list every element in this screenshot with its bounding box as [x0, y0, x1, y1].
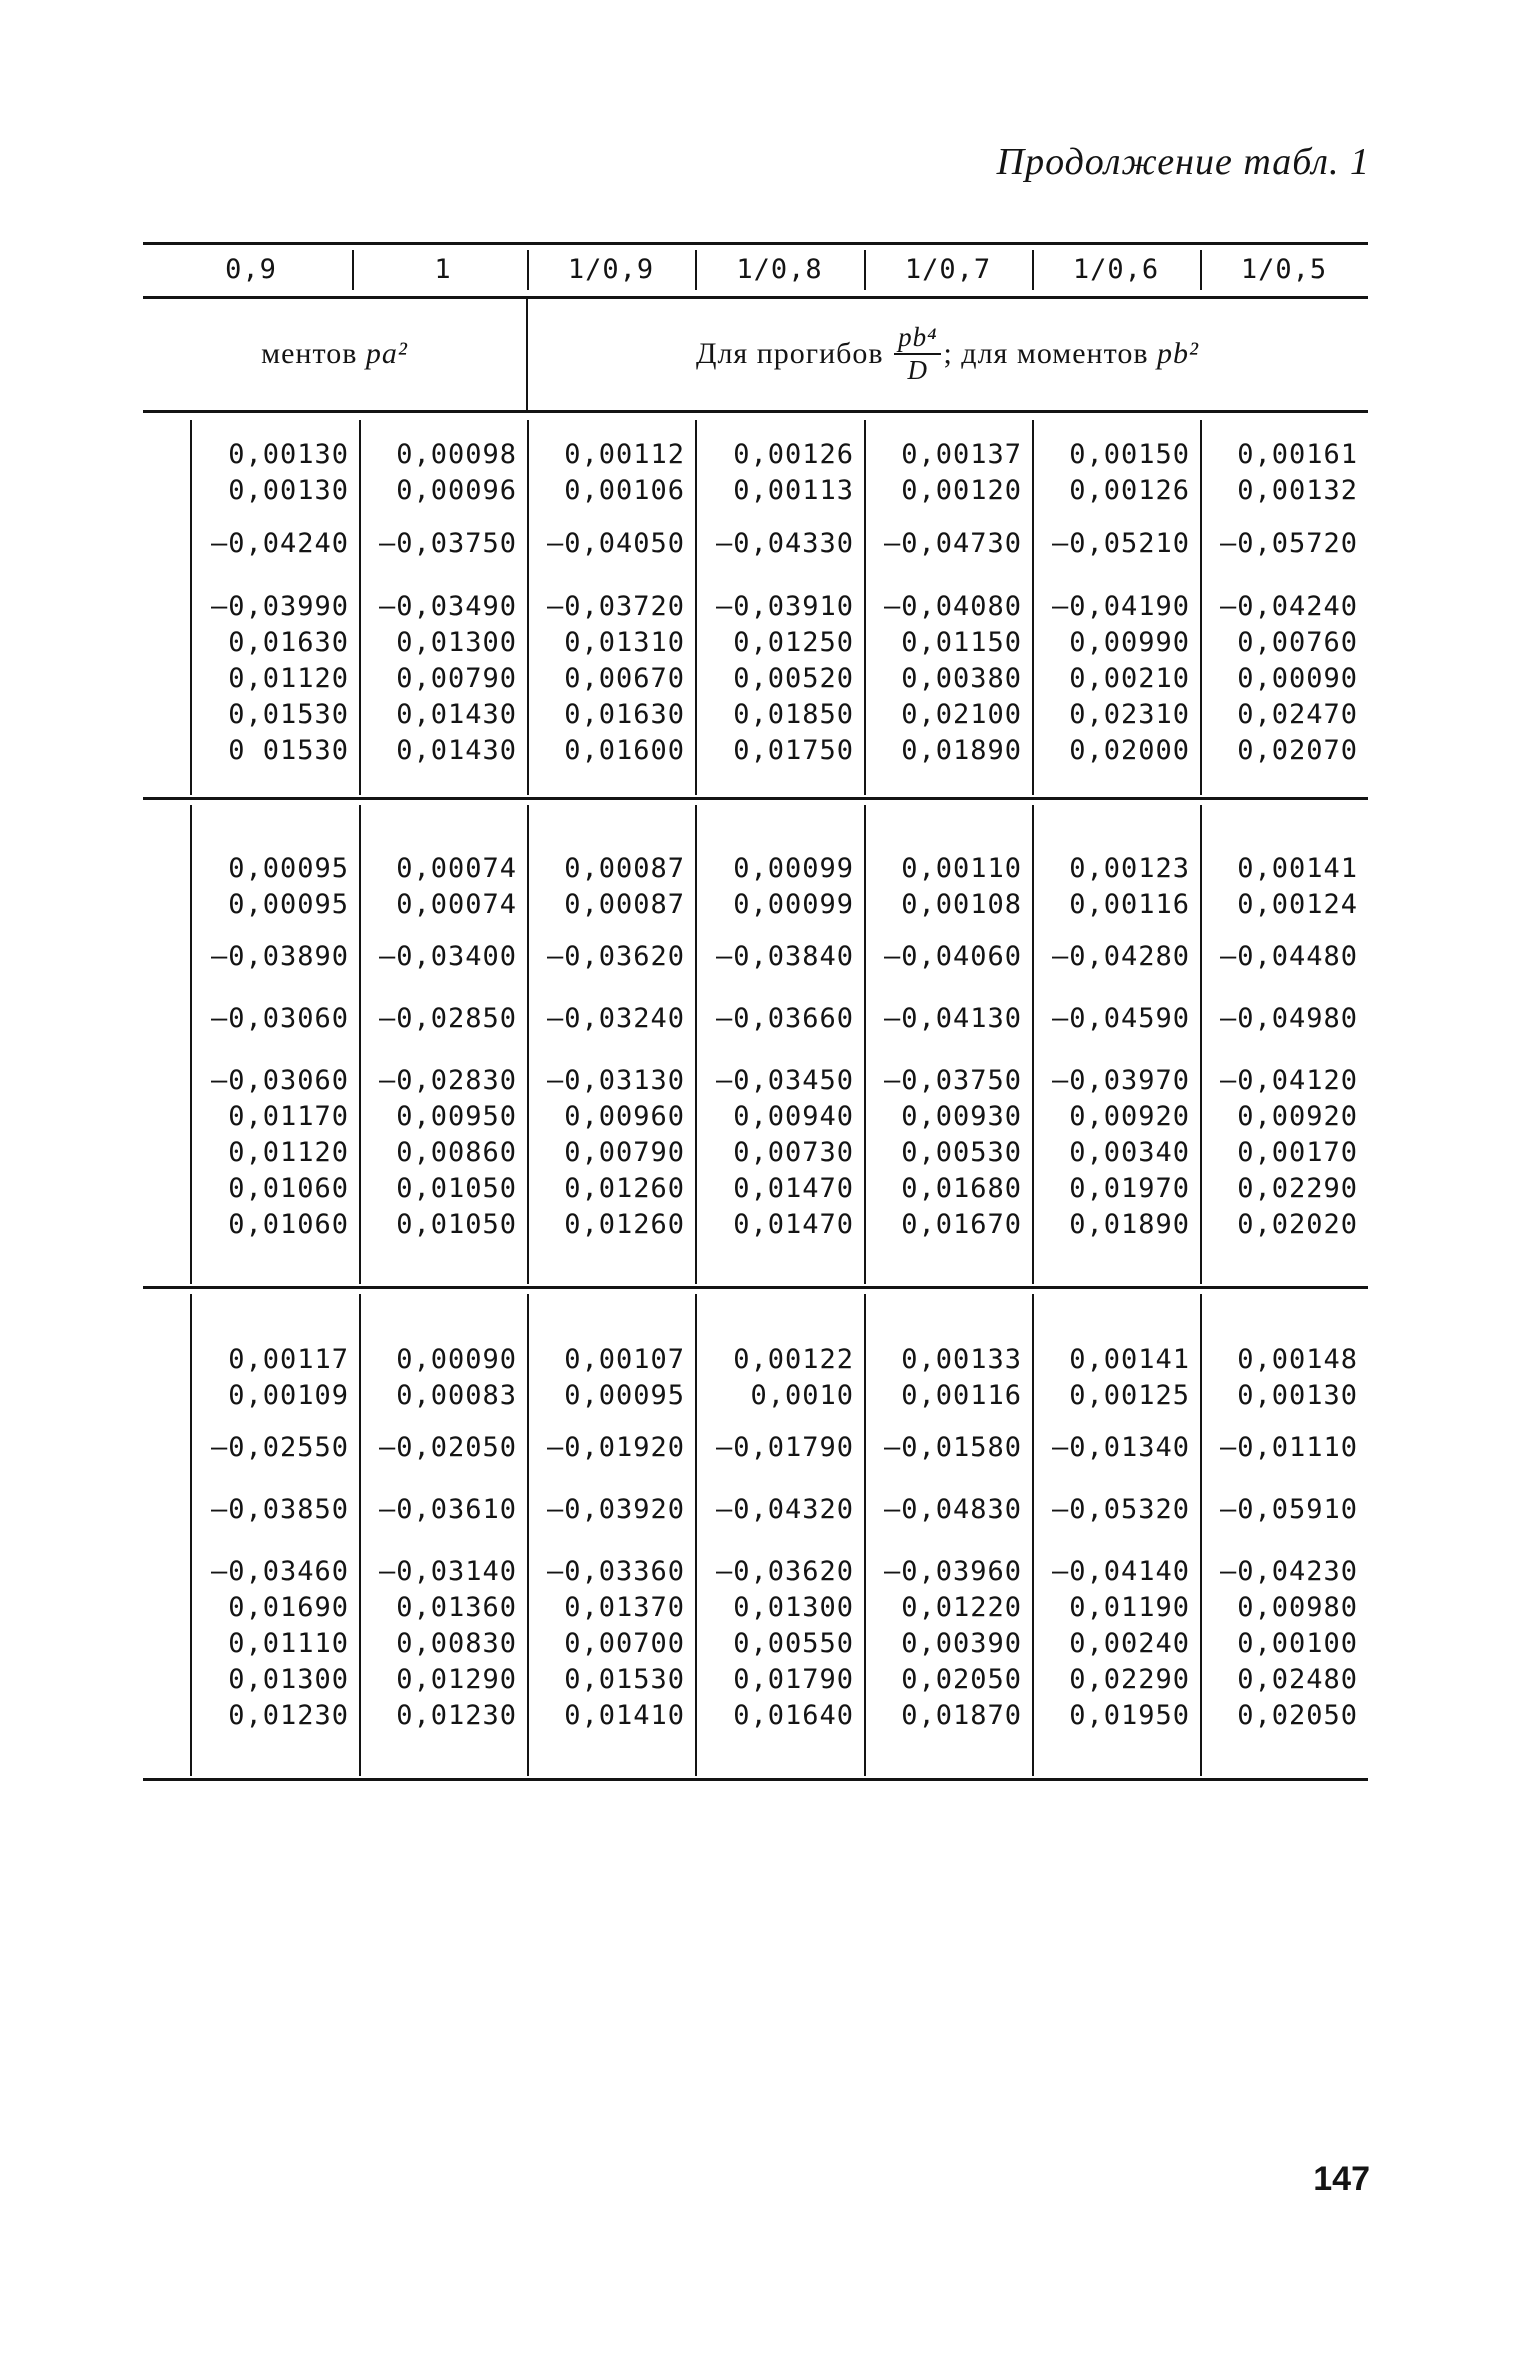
table-cell: —0,03610 [378, 1494, 517, 1525]
table-cell: 0,00141 [1069, 1344, 1190, 1375]
table-cell: —0,03620 [715, 1556, 854, 1587]
table-cell: 0,01300 [396, 627, 517, 658]
table-cell: 0,01670 [901, 1209, 1022, 1240]
subheader-moments-left [143, 300, 526, 408]
table-cell: 0,00099 [733, 889, 854, 920]
table-cell: —0,03970 [1051, 1065, 1190, 1096]
table-cell: —0,03140 [378, 1556, 517, 1587]
subheader-left-variable: pa² [365, 337, 408, 370]
subheader-divider [526, 299, 528, 410]
table-cell: —0,04080 [883, 591, 1022, 622]
header-cell: 1/0,7 [904, 254, 992, 285]
header-cell: 1/0,5 [1240, 254, 1328, 285]
header-column-separator [695, 250, 697, 290]
table-cell: 0,02070 [1237, 735, 1358, 766]
header-column-separator [1200, 250, 1202, 290]
table-cell: 0,00098 [396, 439, 517, 470]
table-cell: 0,00130 [1237, 1380, 1358, 1411]
header-cell: 1/0,9 [567, 254, 655, 285]
table-cell: 0,01120 [228, 1137, 349, 1168]
table-cell: 0,00950 [396, 1101, 517, 1132]
table-cell: 0,01410 [564, 1700, 685, 1731]
table-cell: 0,01870 [901, 1700, 1022, 1731]
table-cell: 0,00099 [733, 853, 854, 884]
table-cell: —0,05910 [1219, 1494, 1358, 1525]
fraction-denominator: D [907, 355, 929, 385]
table-cell: 0,00930 [901, 1101, 1022, 1132]
table-cell: 0,00240 [1069, 1628, 1190, 1659]
table-cell: —0,04240 [210, 528, 349, 559]
header-column-separator [864, 250, 866, 290]
table-bottom-rule [143, 1778, 1368, 1781]
table-cell: 0,00137 [901, 439, 1022, 470]
header-cell: 1 [434, 254, 452, 285]
table-cell: 0 01530 [228, 735, 349, 766]
table-cell: 0,00106 [564, 475, 685, 506]
table-cell: 0,01060 [228, 1173, 349, 1204]
table-cell: 0,00100 [1237, 1628, 1358, 1659]
table-cell: —0,05210 [1051, 528, 1190, 559]
table-cell: 0,00123 [1069, 853, 1190, 884]
table-cell: 0,00112 [564, 439, 685, 470]
table-cell: —0,01920 [546, 1432, 685, 1463]
header-column-separator [1032, 250, 1034, 290]
table-cell: —0,03130 [546, 1065, 685, 1096]
table-cell: —0,01580 [883, 1432, 1022, 1463]
table-cell: —0,04230 [1219, 1556, 1358, 1587]
table-cell: 0,00990 [1069, 627, 1190, 658]
table-cell: 0,00340 [1069, 1137, 1190, 1168]
header-column-separator [352, 250, 354, 290]
table-cell: 0,00760 [1237, 627, 1358, 658]
table-cell: —0,03360 [546, 1556, 685, 1587]
table-cell: 0,01600 [564, 735, 685, 766]
table-cell: 0,01230 [228, 1700, 349, 1731]
table-cell: —0,05720 [1219, 528, 1358, 559]
table-cell: —0,04120 [1219, 1065, 1358, 1096]
table-cell: 0,01060 [228, 1209, 349, 1240]
table-cell: 0,00087 [564, 889, 685, 920]
table-cell: 0,00116 [1069, 889, 1190, 920]
table-cell: 0,00125 [1069, 1380, 1190, 1411]
table-cell: 0,01430 [396, 735, 517, 766]
table-cell: —0,03060 [210, 1065, 349, 1096]
table-cell: 0,00120 [901, 475, 1022, 506]
table-cell: 0,00130 [228, 439, 349, 470]
table-cell: 0,00107 [564, 1344, 685, 1375]
table-cell: 0,01530 [564, 1664, 685, 1695]
table-cell: —0,03920 [546, 1494, 685, 1525]
table-cell: 0,01790 [733, 1664, 854, 1695]
table-cell: 0,01630 [228, 627, 349, 658]
table-cell: —0,04280 [1051, 941, 1190, 972]
table-cell: 0,01120 [228, 663, 349, 694]
table-cell: —0,03750 [378, 528, 517, 559]
table-cell: 0,00116 [901, 1380, 1022, 1411]
table-cell: —0,04060 [883, 941, 1022, 972]
table-cell: 0,01300 [228, 1664, 349, 1695]
table-cell: —0,02830 [378, 1065, 517, 1096]
header-top-rule [143, 242, 1368, 245]
table-cell: 0,00960 [564, 1101, 685, 1132]
table-cell: 0,01470 [733, 1209, 854, 1240]
table-cell: 0,00141 [1237, 853, 1358, 884]
table-cell: 0,02480 [1237, 1664, 1358, 1695]
table-cell: 0,00090 [396, 1344, 517, 1375]
table-cell: 0,01630 [564, 699, 685, 730]
table-cell: —0,03060 [210, 1003, 349, 1034]
table-cell: —0,01790 [715, 1432, 854, 1463]
table-cell: 0,01750 [733, 735, 854, 766]
table-cell: 0,00940 [733, 1101, 854, 1132]
table-cell: 0,00090 [1237, 663, 1358, 694]
table-cell: 0,00210 [1069, 663, 1190, 694]
table-cell: —0,04830 [883, 1494, 1022, 1525]
table-cell: 0,00132 [1237, 475, 1358, 506]
table-cell: —0,04050 [546, 528, 685, 559]
table-cell: —0,05320 [1051, 1494, 1190, 1525]
table-cell: —0,04130 [883, 1003, 1022, 1034]
table-cell: —0,04480 [1219, 941, 1358, 972]
table-cell: 0,01360 [396, 1592, 517, 1623]
table-cell: 0,00113 [733, 475, 854, 506]
table-cell: —0,02550 [210, 1432, 349, 1463]
table-cell: 0,00130 [228, 475, 349, 506]
fraction-numerator: pb⁴ [894, 324, 941, 355]
table-cell: 0,02470 [1237, 699, 1358, 730]
table-cell: 0,01470 [733, 1173, 854, 1204]
table-cell: 0,01680 [901, 1173, 1022, 1204]
table-cell: —0,01110 [1219, 1432, 1358, 1463]
group-1-bottom-rule [143, 797, 1368, 800]
table-cell: 0,00860 [396, 1137, 517, 1168]
table-cell: —0,03850 [210, 1494, 349, 1525]
group-2-bottom-rule [143, 1286, 1368, 1289]
table-cell: 0,00096 [396, 475, 517, 506]
table-cell: 0,01310 [564, 627, 685, 658]
table-cell: 0,00117 [228, 1344, 349, 1375]
table-cell: 0,00670 [564, 663, 685, 694]
table-cell: —0,03910 [715, 591, 854, 622]
table-cell: 0,01970 [1069, 1173, 1190, 1204]
table-caption: Продолжение табл. 1 [996, 141, 1370, 183]
table-cell: 0,01170 [228, 1101, 349, 1132]
header-cell: 1/0,6 [1072, 254, 1160, 285]
table-cell: —0,03660 [715, 1003, 854, 1034]
page-number: 147 [1313, 2160, 1370, 2198]
table-cell: 0,00083 [396, 1380, 517, 1411]
table-cell: 0,02290 [1237, 1173, 1358, 1204]
table-cell: —0,03490 [378, 591, 517, 622]
table-cell: 0,01190 [1069, 1592, 1190, 1623]
subheader-fraction [894, 324, 941, 384]
table-cell: 0,01690 [228, 1592, 349, 1623]
table-cell: 0,01260 [564, 1209, 685, 1240]
subheader-bottom-rule [143, 410, 1368, 413]
table-cell: 0,00122 [733, 1344, 854, 1375]
table-cell: 0,01370 [564, 1592, 685, 1623]
table-cell: 0,01430 [396, 699, 517, 730]
table-cell: 0,00133 [901, 1344, 1022, 1375]
table-cell: 0,00148 [1237, 1344, 1358, 1375]
table-cell: 0,00074 [396, 889, 517, 920]
table-cell: 0,00095 [228, 889, 349, 920]
table-cell: 0,01230 [396, 1700, 517, 1731]
table-cell: 0,00920 [1069, 1101, 1190, 1132]
table-cell: 0,02310 [1069, 699, 1190, 730]
subheader-right-prefix: Для прогибов [696, 337, 884, 370]
table-cell: —0,03960 [883, 1556, 1022, 1587]
table-cell: —0,04330 [715, 528, 854, 559]
subheader-left-text: ментов [261, 337, 358, 370]
table-cell: 0,00109 [228, 1380, 349, 1411]
table-cell: 0,00730 [733, 1137, 854, 1168]
table-cell: 0,00108 [901, 889, 1022, 920]
table-cell: —0,02850 [378, 1003, 517, 1034]
table-cell: 0,00390 [901, 1628, 1022, 1659]
table-cell: —0,04240 [1219, 591, 1358, 622]
table-cell: —0,04140 [1051, 1556, 1190, 1587]
table-cell: —0,03720 [546, 591, 685, 622]
table-cell: 0,01290 [396, 1664, 517, 1695]
table-cell: —0,04190 [1051, 591, 1190, 622]
table-cell: 0,00095 [228, 853, 349, 884]
table-cell: 0,02050 [901, 1664, 1022, 1695]
table-cell: 0,01050 [396, 1173, 517, 1204]
table-cell: 0,01530 [228, 699, 349, 730]
table-cell: 0,02020 [1237, 1209, 1358, 1240]
header-cell: 0,9 [225, 254, 277, 285]
table-cell: 0,00790 [396, 663, 517, 694]
table-cell: —0,04590 [1051, 1003, 1190, 1034]
table-cell: 0,00380 [901, 663, 1022, 694]
table-cell: 0,01640 [733, 1700, 854, 1731]
header-cell: 1/0,8 [736, 254, 823, 285]
table-cell: 0,02290 [1069, 1664, 1190, 1695]
table-cell: 0,01850 [733, 699, 854, 730]
table-cell: 0,01260 [564, 1173, 685, 1204]
table-cell: 0,00126 [733, 439, 854, 470]
table-cell: 0,00790 [564, 1137, 685, 1168]
table-cell: 0,02100 [901, 699, 1022, 730]
header-column-separator [527, 250, 529, 290]
table-cell: —0,01340 [1051, 1432, 1190, 1463]
subheader-deflections-right [527, 300, 1368, 408]
table-cell: 0,00920 [1237, 1101, 1358, 1132]
table-cell: —0,03240 [546, 1003, 685, 1034]
subheader-right-middle: ; для моментов [943, 337, 1149, 370]
header-bottom-rule [143, 296, 1368, 299]
table-cell: 0,00126 [1069, 475, 1190, 506]
table-cell: 0,00150 [1069, 439, 1190, 470]
table-cell: 0,01150 [901, 627, 1022, 658]
table-cell: 0,00830 [396, 1628, 517, 1659]
table-cell: 0,0010 [750, 1380, 854, 1411]
table-cell: 0,01110 [228, 1628, 349, 1659]
table-cell: 0,00520 [733, 663, 854, 694]
table-cell: 0,02050 [1237, 1700, 1358, 1731]
table-cell: —0,04980 [1219, 1003, 1358, 1034]
table-cell: —0,03620 [546, 941, 685, 972]
table-cell: —0,02050 [378, 1432, 517, 1463]
table-cell: —0,03750 [883, 1065, 1022, 1096]
table-cell: 0,00074 [396, 853, 517, 884]
table-cell: —0,03840 [715, 941, 854, 972]
table-cell: —0,03450 [715, 1065, 854, 1096]
table-cell: 0,01890 [901, 735, 1022, 766]
table-cell: 0,02000 [1069, 735, 1190, 766]
table-cell: 0,00161 [1237, 439, 1358, 470]
table-cell: —0,04730 [883, 528, 1022, 559]
table-cell: 0,00550 [733, 1628, 854, 1659]
table-cell: 0,00170 [1237, 1137, 1358, 1168]
subheader-right-variable: pb² [1156, 337, 1199, 370]
table-cell: 0,00095 [564, 1380, 685, 1411]
table-cell: 0,01050 [396, 1209, 517, 1240]
table-cell: 0,00530 [901, 1137, 1022, 1168]
table-cell: —0,03890 [210, 941, 349, 972]
table-cell: 0,00124 [1237, 889, 1358, 920]
table-cell: 0,00087 [564, 853, 685, 884]
table-cell: 0,01250 [733, 627, 854, 658]
table-cell: —0,03460 [210, 1556, 349, 1587]
table-cell: 0,00110 [901, 853, 1022, 884]
table-cell: 0,00700 [564, 1628, 685, 1659]
table-cell: —0,04320 [715, 1494, 854, 1525]
table-cell: —0,03990 [210, 591, 349, 622]
table-cell: 0,01950 [1069, 1700, 1190, 1731]
table-cell: 0,01220 [901, 1592, 1022, 1623]
table-cell: —0,03400 [378, 941, 517, 972]
table-cell: 0,01300 [733, 1592, 854, 1623]
table-cell: 0,01890 [1069, 1209, 1190, 1240]
table-cell: 0,00980 [1237, 1592, 1358, 1623]
